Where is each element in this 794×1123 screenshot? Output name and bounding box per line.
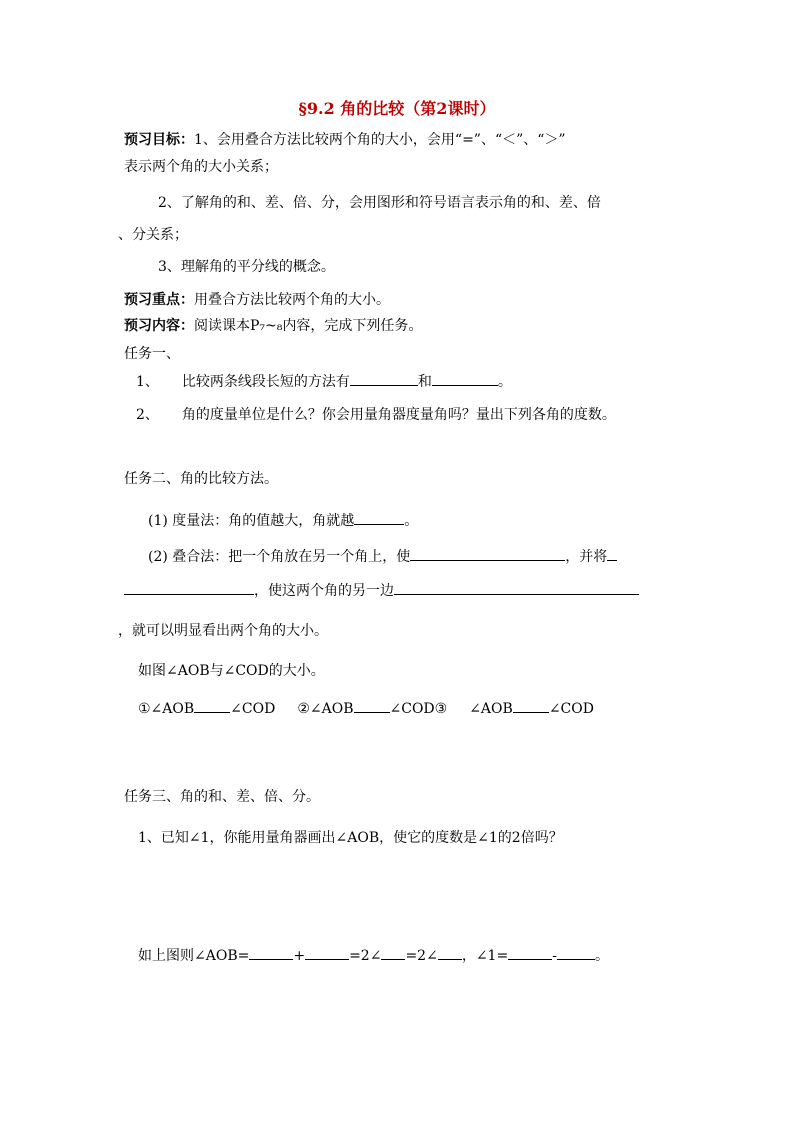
task1-q2-num: 2、 bbox=[136, 407, 159, 423]
answer-blank[interactable] bbox=[249, 945, 293, 960]
answer-blank[interactable] bbox=[124, 580, 254, 595]
task2-method1 bbox=[148, 510, 418, 530]
task1-q1 bbox=[136, 371, 512, 391]
page-title: §9.2 角的比较（第2课时） bbox=[298, 99, 496, 118]
task3-heading: 任务三、角的和、差、倍、分。 bbox=[124, 789, 320, 805]
focus-line bbox=[124, 291, 390, 309]
task2-method2-cont bbox=[124, 580, 639, 600]
answer-blank[interactable] bbox=[394, 580, 639, 595]
formula-d: =2∠ bbox=[405, 948, 438, 964]
goal-line-5 bbox=[158, 258, 335, 276]
answer-blank[interactable] bbox=[557, 945, 595, 960]
answer-blank[interactable] bbox=[607, 546, 617, 561]
task1-heading: 任务一、 bbox=[124, 346, 180, 362]
goal-item-2b: 、分关系； bbox=[118, 227, 188, 243]
task1-q2-text: 角的度量单位是什么？你会用量角器度量角吗？量出下列各角的度数。 bbox=[181, 407, 616, 423]
method1-end: 。 bbox=[404, 513, 419, 529]
answer-blank[interactable] bbox=[354, 510, 404, 525]
formula-b: + bbox=[293, 948, 306, 964]
compare-1: ①∠AOB bbox=[138, 701, 195, 717]
compare-3b: ∠COD bbox=[548, 701, 594, 717]
goal-line-1 bbox=[124, 131, 566, 149]
content-line bbox=[124, 317, 422, 335]
answer-blank[interactable] bbox=[305, 945, 349, 960]
task3-q1: 1、已知∠1，你能用量角器画出∠AOB，使它的度数是∠1的2倍吗？ bbox=[138, 830, 563, 846]
method2-text: (2) 叠合法：把一个角放在另一个角上，使 bbox=[148, 549, 411, 565]
goal-label: 预习目标： bbox=[124, 132, 194, 148]
focus-text: 用叠合方法比较两个角的大小。 bbox=[194, 292, 390, 308]
task1-q2 bbox=[136, 406, 616, 424]
task1-q1-and: 和 bbox=[417, 374, 432, 390]
content-label: 预习内容： bbox=[124, 318, 194, 334]
task1-q1-end: 。 bbox=[497, 374, 512, 390]
method1-text: (1) 度量法：角的值越大，角就越 bbox=[148, 513, 355, 529]
compare-2b: ∠COD③ bbox=[389, 701, 448, 717]
answer-blank[interactable] bbox=[508, 945, 552, 960]
goal-item-2a: 2、了解角的和、差、倍、分，会用图形和符号语言表示角的和、差、倍 bbox=[158, 195, 601, 211]
task2-compare bbox=[138, 698, 594, 718]
answer-blank[interactable] bbox=[194, 698, 230, 713]
answer-blank[interactable] bbox=[354, 698, 390, 713]
answer-blank[interactable] bbox=[410, 546, 565, 561]
goal-item-3: 3、理解角的平分线的概念。 bbox=[158, 259, 335, 275]
method2-mid: ，并将 bbox=[565, 549, 608, 565]
task2-method2-end: ，就可以明显看出两个角的大小。 bbox=[118, 623, 328, 639]
answer-blank[interactable] bbox=[381, 945, 405, 960]
task1-q1-text: 比较两条线段长短的方法有 bbox=[181, 374, 350, 390]
compare-3: ∠AOB bbox=[469, 701, 513, 717]
formula-a: 如上图则∠AOB= bbox=[138, 948, 250, 964]
goal-item-1b: 表示两个角的大小关系； bbox=[124, 159, 278, 175]
compare-1b: ∠COD bbox=[230, 701, 276, 717]
task1-q1-num: 1、 bbox=[136, 374, 159, 390]
task3-formula bbox=[138, 945, 609, 965]
compare-2: ②∠AOB bbox=[297, 701, 354, 717]
focus-label: 预习重点： bbox=[124, 292, 194, 308]
answer-blank[interactable] bbox=[513, 698, 549, 713]
goal-line-2 bbox=[124, 158, 278, 176]
formula-c: =2∠ bbox=[349, 948, 382, 964]
answer-blank[interactable] bbox=[350, 371, 418, 386]
goal-item-1a: 1、会用叠合方法比较两个角的大小，会用“=”、“＜”、“＞” bbox=[194, 132, 566, 148]
task2-heading: 任务二、角的比较方法。 bbox=[124, 471, 278, 487]
task2-figure-note: 如图∠AOB与∠COD的大小。 bbox=[138, 663, 325, 679]
content-text: 阅读课本P₇~₈内容，完成下列任务。 bbox=[194, 318, 423, 334]
answer-blank[interactable] bbox=[432, 371, 498, 386]
task2-method2 bbox=[148, 546, 617, 566]
goal-line-4 bbox=[118, 226, 188, 244]
method2-text-2: ，使这两个角的另一边 bbox=[254, 583, 394, 599]
formula-f: - bbox=[552, 948, 557, 964]
formula-g: 。 bbox=[594, 948, 609, 964]
answer-blank[interactable] bbox=[438, 945, 462, 960]
goal-line-3 bbox=[158, 194, 601, 212]
formula-e: ，∠1= bbox=[461, 948, 509, 964]
